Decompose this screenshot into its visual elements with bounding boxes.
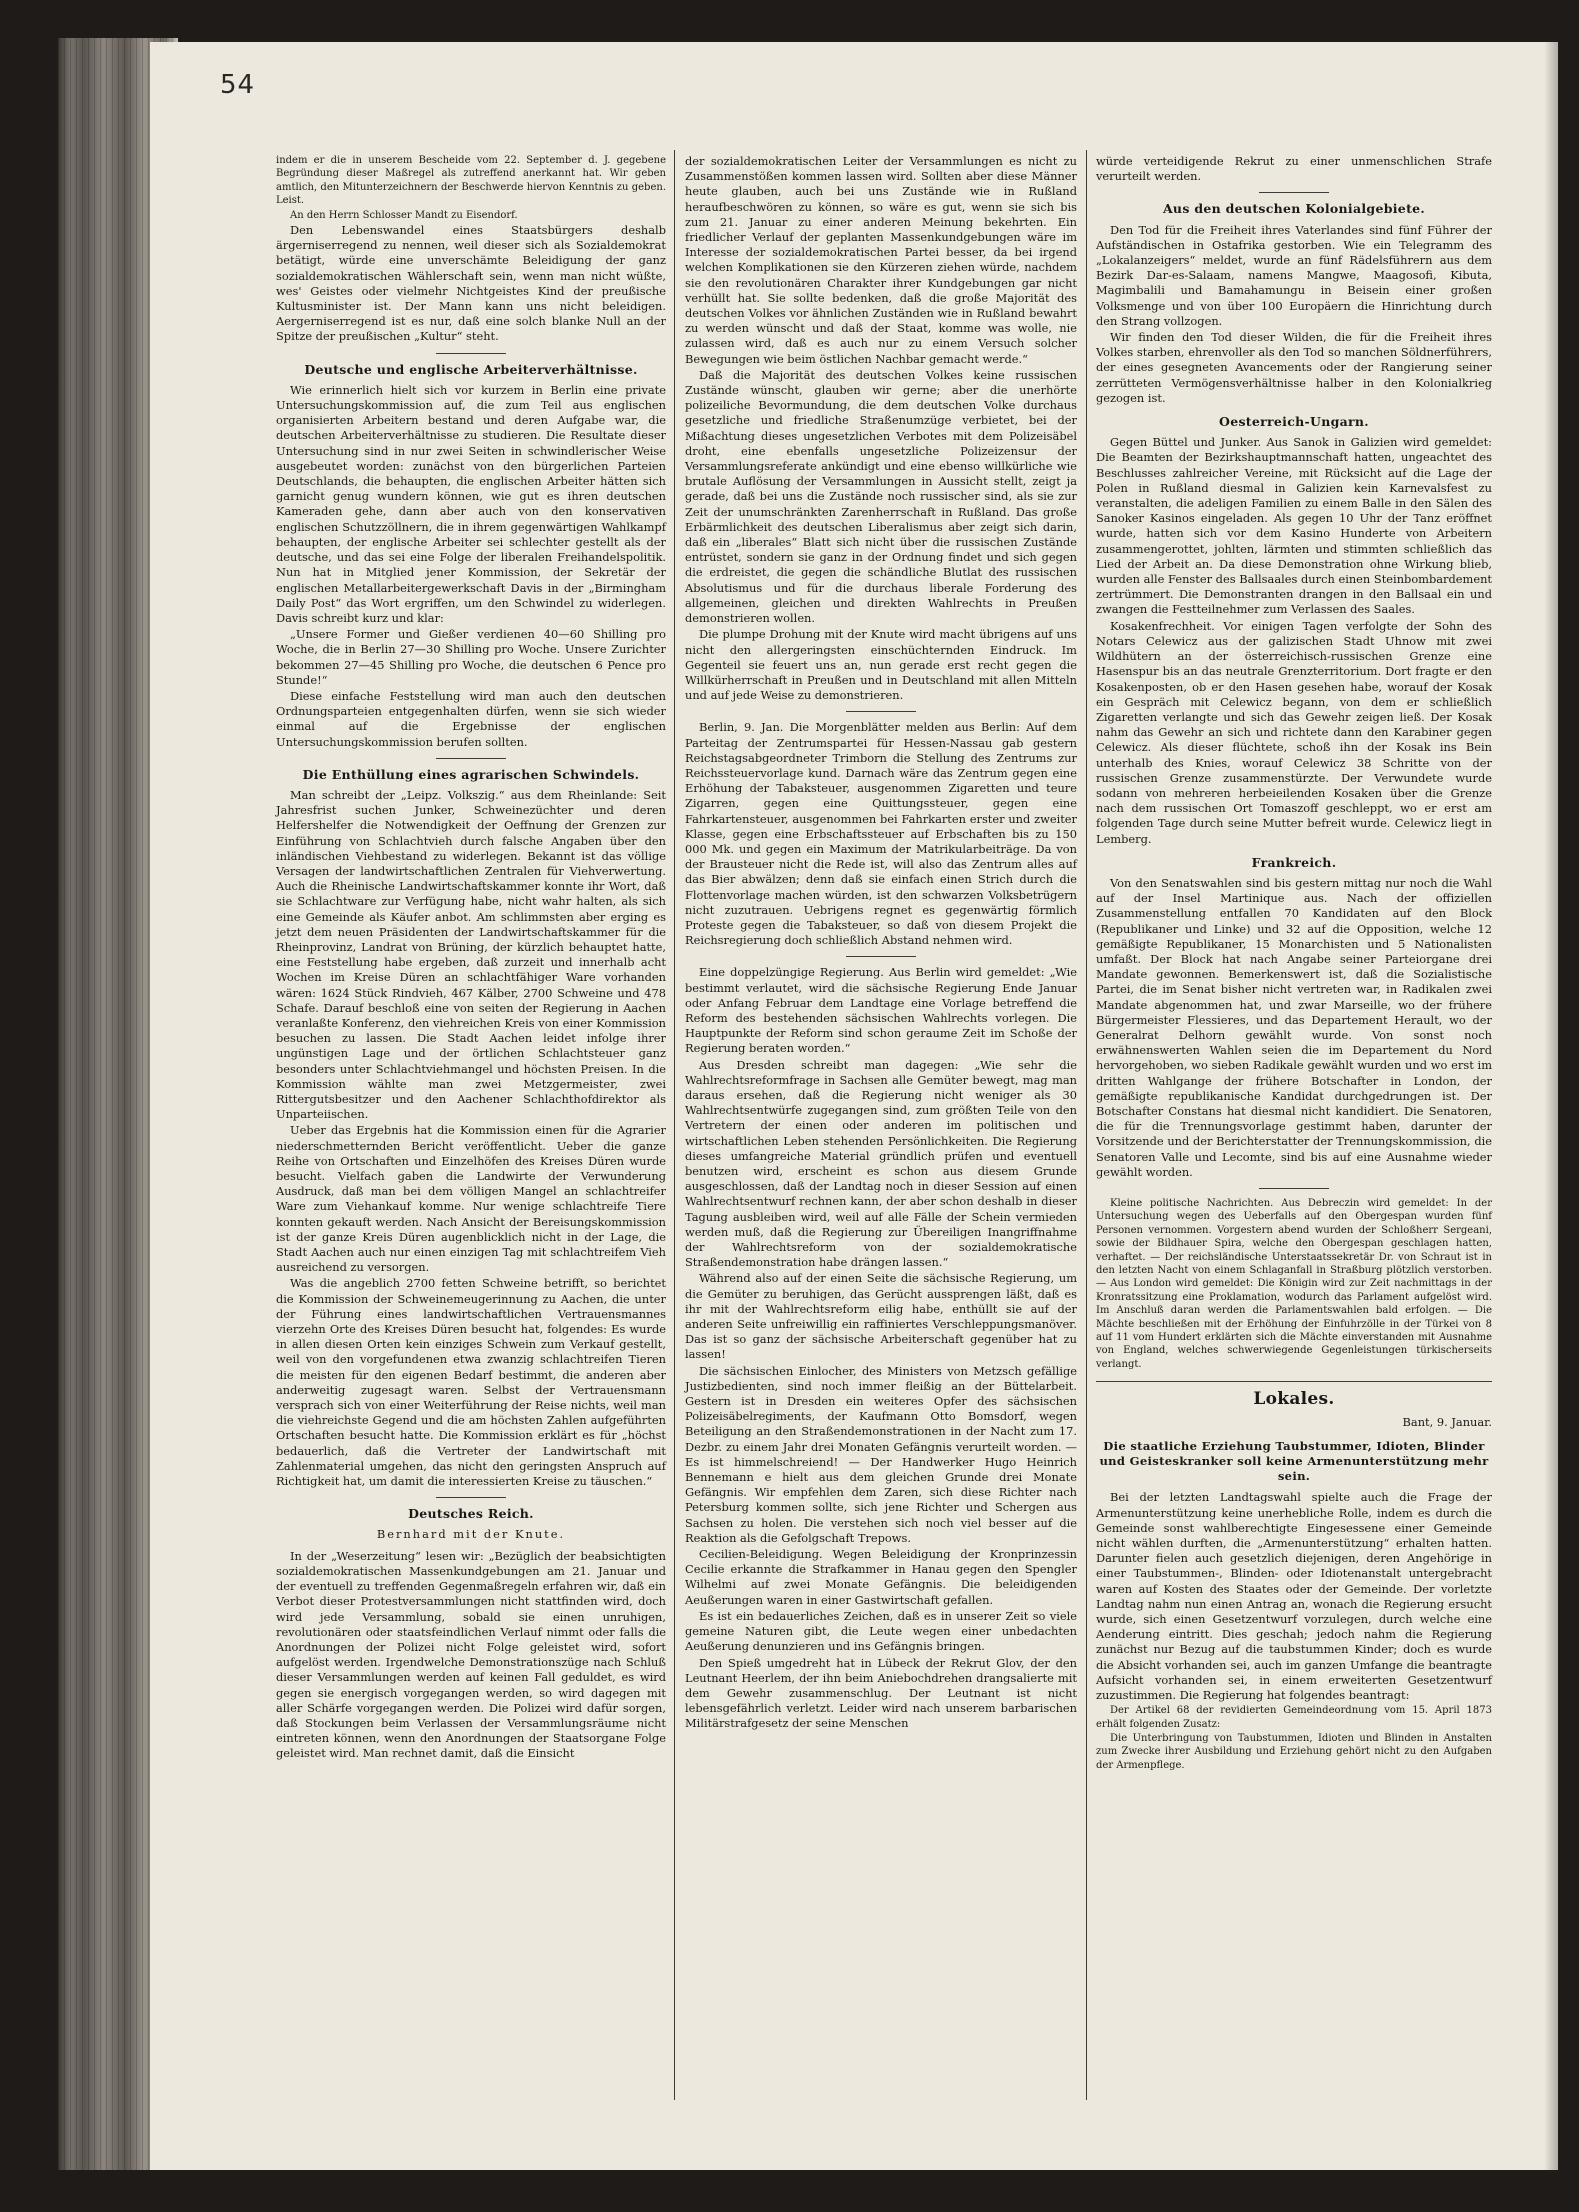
separator: [846, 711, 916, 712]
section-heading: Frankreich.: [1251, 854, 1337, 870]
column-right: [1096, 154, 1492, 1773]
column-left: [276, 154, 666, 1763]
article-text: Daß die Majorität des deutschen Volkes keine russischen Zustände wünscht, glauben wir gerne; aber die unerhörte polizeiliche Bevormundung, die dem deutschen Volke durchaus gesetzliche und friedliche Straßenumzüge verbietet, bei der Mißachtung dieses ungesetzlichen Verbotes mit dem Polizeisäbel droht, eine ebenfalls ungesetzliche Polizeizensur der Versammlungsreferate ankündigt und eine ebenso willkürliche wie brutale Auflösung der Versammlungen in Aussicht stellt, zeigt ja gerade, daß bei uns die Zustände noch russischer sind, als sie zur Zeit der unumschränkten Zarenherrschaft in Rußland. Das große Erbärmlichkeit des deutschen Liberalismus aber zeigt sich darin, daß ein „liberales“ Blatt sich nicht über die russischen Zustände entrüstet, sondern sie ganz in der Ordnung findet und sich gegen die erdreistet, die gegen die schändliche Blutlat des russischen Absolutismus und für die durchaus liberale Forderung des allgemeinen, gleichen und direkten Wahlrechts in Preußen demonstrieren wollen.: [685, 367, 1077, 626]
article-text: Eine doppelzüngige Regierung. Aus Berlin wird gemeldet: „Wie bestimmt verlautet, wird die sächsische Regierung Ende Januar oder Anfang Februar dem Landtage eine Vorlage betreffend die Reform des bestehenden sächsischen Wahlrechts vorlegen. Die Hauptpunkte der Reform sind schon geraume Zeit im Schoße der Regierung beraten worden.“: [685, 965, 1077, 1056]
article-text: Den Tod für die Freiheit ihres Vaterlandes sind fünf Führer der Aufständischen in Ostafrika gestorben. Wie ein Telegramm des „Lokalanzeigers“ meldet, wurde an fünf Rädelsführern aus dem Bezirk Dar-es-Salaam, namens Mangwe, Maagosofi, Kibuta, Magimbalili und Bamahamungu in Beisein einer großen Volksmenge und von über 100 Europäern die Hinrichtung durch den Strang vollzogen.: [1096, 222, 1492, 328]
article-heading: Die Enthüllung eines agrarischen Schwindels.: [302, 766, 640, 782]
article-text: indem er die in unserem Bescheide vom 22. September d. J. gegebene Begründung dieser Maßregel als zutreffend anerkannt hat. Wir geben amtlich, den Mitunterzeichnern der Beschwerde hiervon Kenntnis zu geben. Leist.: [276, 155, 666, 207]
article-text: Kosakenfrechheit. Vor einigen Tagen verfolgte der Sohn des Notars Celewicz aus der galizischen Stadt Uhnow mit zwei Wildhütern an der österreichisch-russischen Grenze eine Hasenspur bis an das neutrale Grenzterritorium. Dort fragte er den Kosakenposten, ob er den Hasen gesehen habe, worauf der Kosak ein Gespräch mit Celewicz begann, von dem er schließlich Zigaretten verlangte und sich das Gewehr zeigen ließ. Der Kosak nahm das Gewehr an sich und richtete dann den Karabiner gegen Celewicz. Als dieser flüchtete, schoß ihn der Kosak ins Bein unterhalb des Knies, worauf Celewicz 38 Schritte von der russischen Grenze zusammenstürzte. Der Verwundete wurde sodann von mehreren herbeieilenden Kosaken über die Grenze nach dem russischen Ort Tomaszoff geschleppt, wo er erst am folgenden Tage durch seine Mutter befreit wurde. Celewicz liegt in Lemberg.: [1096, 618, 1492, 846]
article-text: Was die angeblich 2700 fetten Schweine betrifft, so berichtet die Kommission der Schweinemeugerinnung zu Aachen, die unter der Führung eines landwirtschaftlichen Vertrauensmannes vierzehn Orte des Kreises Düren besucht hat, folgendes: Es wurde in allen diesen Orten kein einziges Schwein zum Verkauf gestellt, weil von den vorgefundenen etwa zwanzig schlachtreifen Tieren die meisten für den eigenen Bedarf bestimmt, die anderen aber anderweitig zugesagt waren. Selbst der Vertrauensmann versprach sich von einer Weiterführung der Reise nichts, weil man die viehreichste Gegend und die am höchsten Zahlen aufgeführten Ortschaften besucht hatte. Die Kommission erklärt es für „höchst bedauerlich, daß die Vertreter der Landwirtschaft mit Zahlenmaterial umgehen, das nicht den geringsten Anspruch auf Richtigkeit hat, um damit die interessierten Kreise zu täuschen.“: [276, 1276, 666, 1489]
section-heading: Lokales.: [1253, 1389, 1335, 1410]
separator: [1259, 1188, 1329, 1189]
separator: [846, 956, 916, 957]
article-text: Aus Dresden schreibt man dagegen: „Wie sehr die Wahlrechtsreformfrage in Sachsen alle Gemüter bewegt, mag man daraus ersehen, daß die Regierung nicht weniger als 30 Wahlrechtsentwürfe zugegangen sind, zum größten Teile von den Vertretern der einen oder anderen im politischen und wirtschaftlichen Leben stehenden Persönlichkeiten. Die Regierung dieses umfangreiche Material gründlich prüfen und eventuell benutzen wird, erscheint es schon aus diesem Grunde ausgeschlossen, daß der Landtag noch in dieser Session auf einen Wahlrechtsentwurf rechnen kann, der aber schon deshalb in dieser Tagung ausbleiben wird, weil auf alle Fälle der Schein vermieden werden muß, daß die Regierung zur Übereiligen Inangriffnahme der Wahlrechtsreform von der sozialdemokratische Straßendemonstration habe drängen lassen.“: [685, 1057, 1077, 1270]
page-edge-shadow: [1544, 42, 1558, 2170]
article-text: An den Herrn Schlosser Mandt zu Eisendorf.: [290, 209, 518, 221]
article-text: Die plumpe Drohung mit der Knute wird macht übrigens auf uns nicht den allergeringsten einschüchternden Eindruck. Im Gegenteil sie feuert uns an, nun gerade erst recht gegen die Willkürherrschaft in Preußen und in Deutschland mit allen Mitteln und auf jede Weise zu demonstrieren.: [685, 627, 1077, 703]
article-text: Gegen Büttel und Junker. Aus Sanok in Galizien wird gemeldet: Die Beamten der Bezirkshauptmannschaft hatten, ungeachtet des Beschlusses zahlreicher Vereine, mit Rücksicht auf die Lage der Polen in Rußland diesmal in Galizien kein Karnevalsfest zu veranstalten, die adeligen Familien zu einem Balle in den Sälen des Sanoker Kasinos eingeladen. Als gegen 10 Uhr der Tanz eröffnet wurde, hatten sich vor dem Kasino Hunderte von Arbeitern zusammengerottet, johlten, lärmten und stimmten schließlich das Lied der Arbeit an. Da diese Demonstration ohne Wirkung blieb, wurden alle Fenster des Ballsaales durch einen Steinbombardement zertrümmert. Die Demonstranten drangen in den Ballsaal ein und zwangen die Festteilnehmer zum Verlassen des Saales.: [1096, 435, 1492, 617]
article-text: Den Lebenswandel eines Staatsbürgers deshalb ärgerniserregend zu nennen, weil dieser sich als Sozialdemokrat betätigt, würde eine unverschämte Beleidigung der ganz sozialdemokratischen Wählerschaft sein, wenn man nicht wüßte, wes' Geistes oder vielmehr Nichtgeistes Kind der preußische Kultusminister ist. Der Mann kann uns nicht beleidigen. Aergerniserregend ist es nur, daß eine solch blanke Null an der Spitze der preußischen „Kultur“ steht.: [276, 223, 666, 344]
article-text: „Unsere Former und Gießer verdienen 40—60 Shilling pro Woche, die in Berlin 27—30 Shilling pro Woche. Unsere Zurichter bekommen 27—45 Shilling pro Woche, die deutschen 6 Pence pro Stunde!“: [276, 627, 666, 687]
article-heading: Die staatliche Erziehung Taubstummer, Idioten, Blinder und Geisteskranker soll keine Armenunterstützung mehr sein.: [1099, 1438, 1489, 1484]
separator: [436, 353, 506, 354]
newspaper-page: [150, 42, 1558, 2170]
section-heading: Deutsches Reich.: [408, 1506, 534, 1522]
dateline: Bant, 9. Januar.: [1402, 1415, 1492, 1430]
article-text: würde verteidigende Rekrut zu einer unmenschlichen Strafe verurteilt werden.: [1096, 154, 1492, 184]
article-heading: Deutsche und englische Arbeiterverhältnisse.: [304, 361, 638, 377]
article-text: Es ist ein bedauerliches Zeichen, daß es in unserer Zeit so viele gemeine Naturen gibt, die Leute wegen einer unbedachten Aeußerung denunzieren und ins Gefängnis bringen.: [685, 1608, 1077, 1654]
article-text: der sozialdemokratischen Leiter der Versammlungen es nicht zu Zusammenstößen kommen lassen wird. Sollten aber diese Männer heute glauben, auch bei uns Zustände wie in Rußland heraufbeschwören zu können, so wäre es gut, wenn sie sich bis zum 21. Januar zu einer anderen Meinung bekehrten. Ein friedlicher Verlauf der geplanten Massenkundgebungen wäre im Interesse der sozialdemokratischen Partei besser, da bei irgend welchen Komplikationen sie den Kürzeren ziehen würde, nachdem sie den revolutionären Charakter ihrer Kundgebungen gar nicht verhüllt hat. Sie sollte bedenken, daß die große Majorität des deutschen Volkes vor ähnlichen Zuständen wie in Rußland bewahrt zu werden wünscht und daß der Staat, komme was wolle, nie zulassen wird, daß es auch nur zu einem Versuch solcher Bewegungen wie beim östlichen Nachbar gemacht werde.“: [685, 154, 1077, 366]
section-heading: Aus den deutschen Kolonialgebiete.: [1162, 201, 1426, 217]
article-text: Den Spieß umgedreht hat in Lübeck der Rekrut Glov, der den Leutnant Heerlem, der ihn beim Aniebochdrehen drangsalierte mit dem Gewehr zusammenschlug. Der Leutnant ist nicht lebensgefährlich verletzt. Leider wird nach unserem barbarischen Militärstrafgesetz der seine Menschen: [685, 1655, 1077, 1731]
article-text: Ueber das Ergebnis hat die Kommission einen für die Agrarier niederschmetternden Bericht veröffentlicht. Ueber die ganze Reihe von Ortschaften und Einzelhöfen des Kreises Düren wurde besucht. Vielfach gaben die Landwirte der Verwunderung Ausdruck, daß man bei dem völligen Mangel an schlachtreifer Ware zum Viehankauf komme. Nur wenige schlachtreife Tiere konnten gekauft werden. Nach Ansicht der Bereisungskommission ist der ganze Kreis Düren augenblicklich nicht in der Lage, die Stadt Aachen auch nur einen einzigen Tag mit schlachtreifem Vieh ausreichend zu versorgen.: [276, 1123, 666, 1275]
separator: [436, 758, 506, 759]
article-text: Berlin, 9. Jan. Die Morgenblätter melden aus Berlin: Auf dem Parteitag der Zentrumspartei für Hessen-Nassau gab gestern Reichstagsabgeordneter Trimborn die Stellung des Zentrums zur Reichssteuervorlage kund. Darnach wäre das Zentrum gegen eine Erhöhung der Tabaksteuer, ausgenommen Zigaretten und teure Zigarren, gegen eine Quittungssteuer, gegen eine Fahrkartensteuer, ausgenommen bei Fahrkarten erster und zweiter Klasse, gegen eine Erbschaftssteuer auf Erbschaften bis zu 150 000 Mk. und gegen ein Maximum der Matrikularbeiträge. Da von der Brausteuer nicht die Rede ist, will also das Zentrum alles auf das Bier abwälzen; denn daß sie einfach einen Strich durch die Flottenvorlage machen würden, ist den schwarzen Volksbetrügern nicht zuzutrauen. Uebrigens regnet es gegenwärtig förmlich Proteste gegen die Tabaksteuer, so daß von diesem Projekt die Reichsregierung doch schließlich Abstand nehmen wird.: [685, 720, 1077, 948]
article-subheading: Bernhard mit der Knute.: [376, 1527, 566, 1542]
column-divider: [674, 150, 675, 2100]
column-divider: [1086, 150, 1087, 2100]
article-text: Cecilien-Beleidigung. Wegen Beleidigung der Kronprinzessin Cecilie erkannte die Strafkammer in Hanau gegen den Spengler Wilhelmi auf zwei Monate Gefängnis. Die beleidigenden Aeußerungen waren in einer Gastwirtschaft gefallen.: [685, 1547, 1077, 1607]
separator: [436, 1497, 506, 1498]
column-middle: [685, 154, 1077, 1733]
article-text: Die Unterbringung von Taubstummen, Idioten und Blinden in Anstalten zum Zwecke ihrer Ausbildung und Erziehung gehört nicht zu den Aufgaben der Armenpflege.: [1096, 1732, 1492, 1771]
article-text: Diese einfache Feststellung wird man auch den deutschen Ordnungsparteien entgegenhalten dürfen, wenn sie sich wieder einmal auf die Ergebnisse der englischen Untersuchungskommission berufen sollten.: [276, 688, 666, 749]
separator: [1096, 1381, 1492, 1382]
page-number: 54: [220, 70, 256, 100]
article-text: Der Artikel 68 der revidierten Gemeindeordnung vom 15. April 1873 erhält folgenden Zusatz:: [1096, 1705, 1492, 1730]
article-text: Wie erinnerlich hielt sich vor kurzem in Berlin eine private Untersuchungskommission auf, die zum Teil aus englischen organisierten Arbeitern bestand und deren Aufgabe war, die deutschen Arbeiterverhältnisse zu studieren. Die Resultate dieser Untersuchung sind in nur zwei Seiten in schwindlerischer Weise ausgebeutet worden: zunächst von den bürgerlichen Parteien Deutschlands, die behaupten, die englischen Arbeiter hätten sich garnicht genug wundern können, wie gut es ihren deutschen Kameraden gehe, dann aber auch von den konservativen englischen Schutzzöllnern, die in ihrem gegenwärtigen Wahlkampf behaupten, der englische Arbeiter sei schlechter gestellt als der deutsche, und das sei eine Folge der liberalen Freihandelspolitik. Nun hat in Mitglied jener Kommission, der Sekretär der englischen Metallarbeitergewerkschaft Davis in der „Birmingham Daily Post“ das Wort ergriffen, um den Schwindel zu widerlegen. Davis schreibt kurz und klar:: [276, 382, 666, 625]
article-text: Kleine politische Nachrichten. Aus Debreczin wird gemeldet: In der Untersuchung wegen des Ueberfalls auf den Obergespan wurden fünf Personen vernommen. Vorgestern abend wurden der Schloßherr Sergeani, sowie der Bildhauer Spira, welche den Obergespan geschlagen hatten, verhaftet. — Der reichsländische Unterstaatssekretär Dr. von Schraut ist in den letzten Nacht von einem Schlaganfall in Straßburg plötzlich verstorben. — Aus London wird gemeldet: Die Königin wird zur Zeit nachmittags in der Kronratssitzung eine Proklamation, wodurch das Parlament aufgelöst wird. Im Anschluß daran werden die Parlamentswahlen bald erfolgen. — Die Mächte beschließen mit der Erhöhung der Einfuhrzölle in der Türkei von 8 auf 11 vom Hundert erklärten sich die Mächte einverstanden mit Ausnahme von England, welches schwerwiegende Gegenleistungen türkischerseits verlangt.: [1096, 1198, 1492, 1370]
article-text: Von den Senatswahlen sind bis gestern mittag nur noch die Wahl auf der Insel Martinique aus. Nach der offiziellen Zusammenstellung entfallen 70 Kandidaten auf den Block (Republikaner und Linke) und 32 auf die Opposition, welche 12 gemäßigte Republikaner, 15 Monarchisten und 5 Nationalisten umfaßt. Der Block hat nach Angabe seiner Parteiorgane drei Mandate gewonnen. Bemerkenswert ist, daß die Sozialistische Partei, die im Senat bisher nicht vertreten war, in Radikalen zwei Mandate abgenommen hat, und zwar Marseille, wo der frühere Bürgermeister Flessieres, und das Departement Herault, wo der Generalrat Delhorn gewählt wurde. Von sonst noch erwähnenswerten Wahlen seien die im Departement du Nord hervorgehoben, wo sieben Radikale gewählt wurden und wo erst im dritten Wahlgange der frühere Botschafter in London, der gemäßigte republikanische Kandidat durchgedrungen ist. Der Botschafter Constans hat diesmal nicht kandidiert. Die Senatoren, die für die Trennungsvorlage gestimmt haben, darunter der Vorsitzende und der Berichterstatter der Trennungskommission, die Senatoren Valle und Lecomte, sind bis auf eine Ausnahme wieder gewählt worden.: [1096, 875, 1492, 1179]
section-heading: Oesterreich-Ungarn.: [1219, 414, 1369, 430]
article-text: Wir finden den Tod dieser Wilden, die für die Freiheit ihres Volkes starben, ehrenvoller als den Tod so manchen Söldnerführers, der eines gesegneten Avancements oder der Rangierung seiner zerrütteten Vermögensverhältnisse halber in den Kolonialkrieg gezogen ist.: [1096, 330, 1492, 405]
article-text: Bei der letzten Landtagswahl spielte auch die Frage der Armenunterstützung keine unerhebliche Rolle, indem es durch die Gemeinde sonst wahlberechtigte Eingesessene einer Gemeinde nicht wählen durften, die „Armenunterstützung“ erhalten hatten. Darunter fielen auch gesetzlich diejenigen, deren Angehörige in einer Taubstummen-, Blinden- oder Idiotenanstalt untergebracht waren auf Kosten des Staates oder der Gemeinde. Der vorletzte Landtag nahm nun einen Antrag an, wonach die Regierung ersucht wurde, sich einen Gesetzentwurf vorzulegen, durch welche eine Aenderung eintritt. Dies geschah; jedoch nahm die Regierung zunächst nur Bezug auf die taubstummen Kinder; doch es wurde die Absicht vorhanden sei, auch im ganzen Umfange die beantragte Aufsicht vorhanden sei, in einem erweiterten Gesetzentwurf zuzustimmen. Die Regierung hat folgendes beantragt:: [1096, 1490, 1492, 1702]
article-text: Während also auf der einen Seite die sächsische Regierung, um die Gemüter zu beruhigen, das Gerücht aussprengen läßt, daß es ihr mit der Wahlrechtsreform eilig habe, enthüllt sie auf der anderen Seite unfreiwillig ein raffiniertes Verschleppungsmanöver. Das ist so ganz der sächsische Arbeiterschaft gegenüber hat zu lassen!: [685, 1271, 1077, 1362]
article-text: In der „Weserzeitung“ lesen wir: „Bezüglich der beabsichtigten sozialdemokratischen Massenkundgebungen am 21. Januar und der eventuell zu treffenden Gegenmaßregeln erfahren wir, daß ein Verbot dieser Protestversammlungen nicht stattfinden wird, doch wird jede Versammlung, sobald sie einen unruhigen, revolutionären oder staatsfeindlichen Verlauf nimmt oder falls die Anordnungen der Polizei nicht Folge geleistet wird, sofort aufgelöst werden. Irgendwelche Demonstrationszüge nach Schluß dieser Versammlungen werden auf keinen Fall geduldet, es wird gegen sie energisch vorgegangen werden, so wird dagegen mit aller Schärfe vorgegangen werden. Die Polizei wird dafür sorgen, daß Stockungen beim Verlassen der Versammlungsräume nicht eintreten können, wenn den Anordnungen der Staatsorgane Folge geleistet wird. Man rechnet damit, daß die Einsicht: [276, 1548, 666, 1761]
article-text: Die sächsischen Einlocher, des Ministers von Metzsch gefällige Justizbedienten, sind noch immer fleißig an der Büttelarbeit. Gestern ist in Dresden ein weiteres Opfer des sächsischen Polizeisäbelregiments, der Kaufmann Otto Bomsdorf, wegen Beteiligung an den Straßendemonstrationen in der Nacht zum 17. Dezbr. zu einem Jahr drei Monaten Gefängnis verurteilt worden. — Es ist himmelschreiend! — Der Handwerker Hugo Heinrich Bennemann e hielt aus dem gleichen Grunde drei Monate Gefängnis. Wir empfehlen dem Zaren, sich diese Richter nach Petersburg kommen sollte, sich jene Richter und Schergen aus Sachsen zu holen. Die verstehen sich noch viel besser auf die Reaktion als die Gefolgschaft Trepows.: [685, 1363, 1077, 1545]
separator: [1259, 192, 1329, 193]
article-text: Man schreibt der „Leipz. Volkszig.“ aus dem Rheinlande: Seit Jahresfrist suchen Junker, Schweinezüchter und deren Helfershelfer die Notwendigkeit der Oeffnung der Grenzen zur Einführung von Schlachtvieh durch falsche Angaben über den inländischen Viehbestand zu widerlegen. Bekannt ist das völlige Versagen der landwirtschaftlichen Zentralen für Viehverwertung. Auch die Rheinische Landwirtschaftskammer konnte ihr Wort, daß sie Schlachtware zur Verfügung habe, nicht wahr halten, als sich eine Gemeinde als Käufer anbot. Am schlimmsten aber erging es jetzt dem neuen Präsidenten der Landwirtschaftskammer für die Rheinprovinz, Landrat von Brüning, der kürzlich behauptet hatte, eine Feststellung habe ergeben, daß zurzeit und innerhalb acht Wochen im Kreise Düren an schlachtfähiger Ware vorhanden wären: 1624 Stück Rindvieh, 467 Kälber, 2700 Schweine und 478 Schafe. Darauf beschloß eine von seiten der Regierung in Aachen veranlaßte Konferenz, den viehreichen Kreis von einer Kommission besuchen zu lassen. Die Stadt Aachen leidet infolge ihrer ungünstigen Lage und der örtlichen Schlachtsteuer ganz besonders unter Schlachtviehmangel und höchsten Preisen. In die Kommission wählte man zwei Metzgermeister, zwei Rittergutsbesitzer und den Aachener Schlachthofdirektor als Unparteiischen.: [276, 787, 666, 1122]
